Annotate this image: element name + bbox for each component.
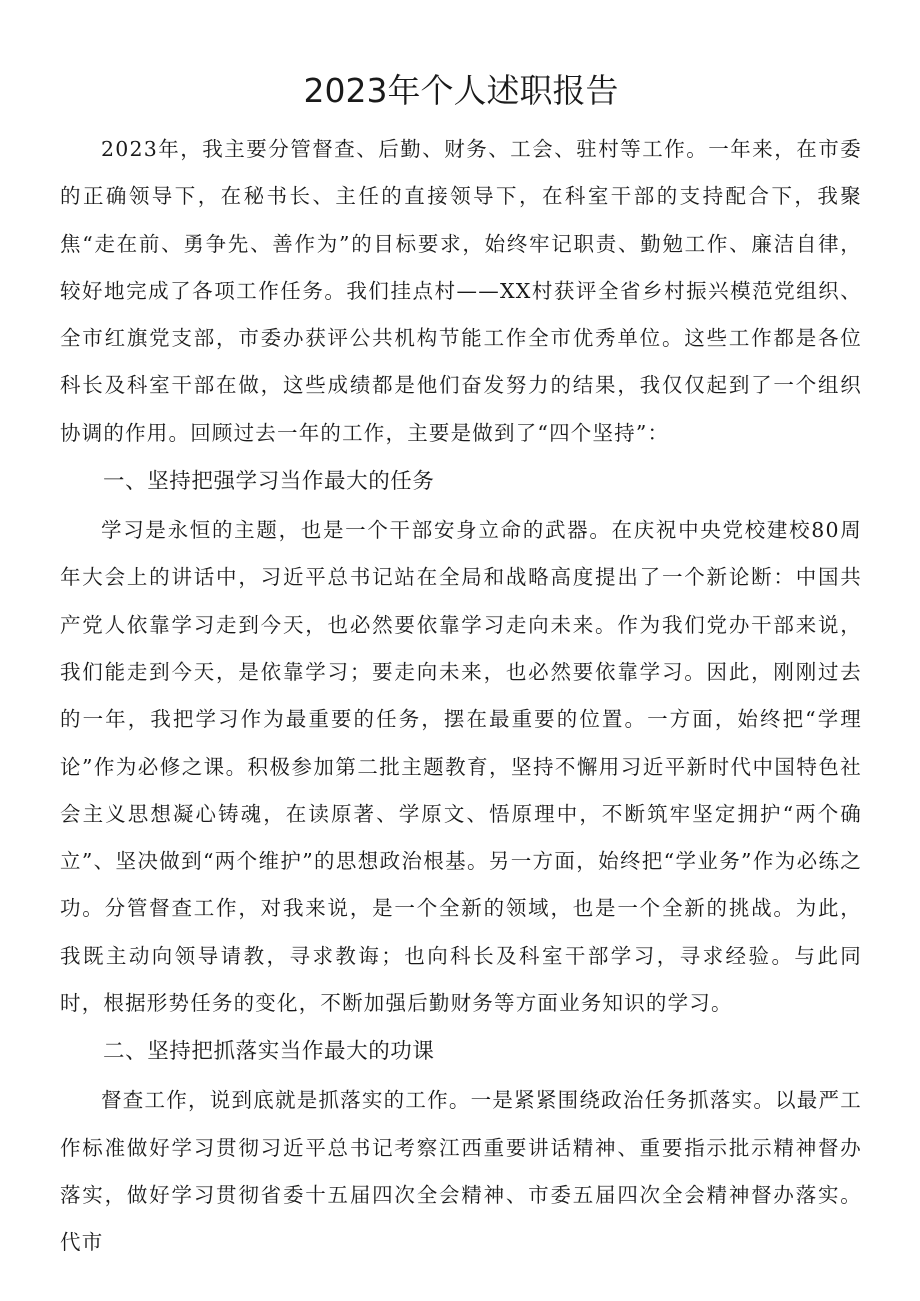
section-heading-2: 二、坚持把抓落实当作最大的功课 [103, 1039, 435, 1065]
section-2-paragraph: 督查工作，说到底就是抓落实的工作。一是紧紧围绕政治任务抓落实。以最严工作标准做好学习贯彻习近平总书记考察江西重要讲话精神、重要指示批示精神督办落实，做好学习贯彻省委十五届四次全会精神、市委五届四次全会精神督办落实。代市 [60, 1088, 862, 1255]
section-heading-1: 一、坚持把强学习当作最大的任务 [103, 469, 435, 495]
intro-paragraph: 2023年，我主要分管督查、后勤、财务、工会、驻村等工作。一年来，在市委的正确领导下，在秘书长、主任的直接领导下，在科室干部的支持配合下，我聚焦“走在前、勇争先、善作为”的目标要求，始终牢记职责、勤勉工作、廉洁自律，较好地完成了各项工作任务。我们挂点村——XX村获评全省乡村振兴模范党组织、全市红旗党支部，市委办获评公共机构节能工作全市优秀单位。这些工作都是各位科长及科室干部在做，这些成绩都是他们奋发努力的结果，我仅仅起到了一个组织协调的作用。回顾过去一年的工作，主要是做到了“四个坚持”： [60, 137, 862, 445]
page-title: 2023年个人述职报告 [303, 71, 619, 110]
section-1-paragraph: 学习是永恒的主题，也是一个干部安身立命的武器。在庆祝中央党校建校80周年大会上的讲话中，习近平总书记站在全局和战略高度提出了一个新论断：中国共产党人依靠学习走到今天，也必然要依靠学习走向未来。作为我们党办干部来说，我们能走到今天，是依靠学习；要走向未来，也必然要依靠学习。因此，刚刚过去的一年，我把学习作为最重要的任务，摆在最重要的位置。一方面，始终把“学理论”作为必修之课。积极参加第二批主题教育，坚持不懈用习近平新时代中国特色社会主义思想凝心铸魂，在读原著、学原文、悟原理中，不断筑牢坚定拥护“两个确立”、坚决做到“两个维护”的思想政治根基。另一方面，始终把“学业务”作为必练之功。分管督查工作，对我来说，是一个全新的领域，也是一个全新的挑战。为此，我既主动向领导请教，寻求教诲；也向科长及科室干部学习，寻求经验。与此同时，根据形势任务的变化，不断加强后勤财务等方面业务知识的学习。 [60, 518, 862, 1016]
